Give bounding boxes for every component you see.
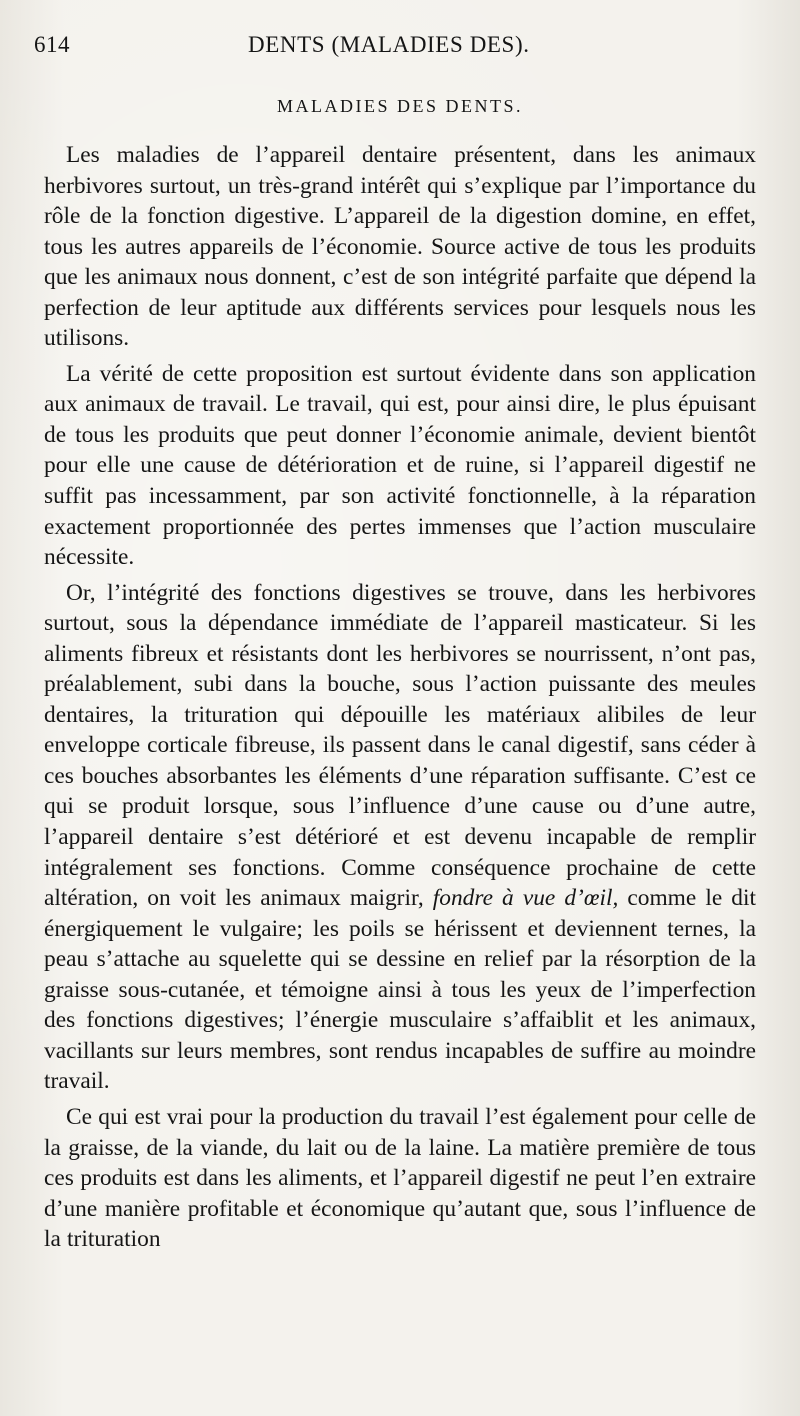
paragraph-3-text-before: Or, l’intégrité des fonctions digestives se trouve, dans les herbivores surtout, sous la dépendance immédiate de l’appareil masticateur. Si les aliments fibreux et résistants dont les herbivores se nourrissent, n’ont pas, préalablement, subi dans la bouche, sous l’action puissante des meules dentaires, la trituration qui dépouille les matériaux alibiles de leur enveloppe corticale fibreuse, ils passent dans le canal digestif, sans céder à ces bouches absorbantes les éléments d’une réparation suffisante. C’est ce qui se produit lorsque, sous l’influence d’une cause ou d’une autre, l’appareil dentaire s’est détérioré et est devenu incapable de remplir intégralement ses fonctions. Comme conséquence prochaine de cette altération, on voit les animaux maigrir, — [44, 579, 756, 912]
body-text — [44, 140, 756, 1255]
paragraph-1: Les maladies de l’appareil dentaire présentent, dans les animaux herbivores surtout, un très-grand intérêt qui s’explique par l’importance du rôle de la fonction digestive. L’appareil de la digestion domine, en effet, tous les autres appareils de l’économie. Source active de tous les produits que les animaux nous donnent, c’est de son intégrité parfaite que dépend la perfection de leur aptitude aux différents services pour lesquels nous les utilisons. — [44, 142, 756, 352]
running-title: DENTS (MALADIES DES). — [248, 32, 530, 57]
running-header — [0, 30, 800, 64]
section-heading: MALADIES DES DENTS. — [276, 96, 523, 116]
paragraph-3-emphasis: fondre à vue d’œil, — [432, 885, 619, 912]
paragraph-4: Ce qui est vrai pour la production du travail l’est également pour celle de la graisse, de la viande, du lait ou de la laine. La matière première de tous ces produits est dans les aliments, et l’appareil digestif ne peut l’en extraire d’une manière profitable et économique qu’autant que, sous l’influence de la trituration — [44, 1103, 756, 1253]
paragraph-3-text-after: comme le dit énergiquement le vulgaire; les poils se hérissent et deviennent ternes, la peau s’attache au squelette qui se dessine en relief par la résorption de la graisse sous-cutanée, et témoigne ainsi à tous les yeux de l’imperfection des fonctions digestives; l’énergie musculaire s’affaiblit et les animaux, vacillants sur leurs membres, sont rendus incapables de suffire au moindre travail. — [44, 885, 756, 1095]
page-number: 614 — [34, 32, 70, 57]
paragraph-3 — [44, 578, 756, 1097]
paragraph-2: La vérité de cette proposition est surtout évidente dans son application aux animaux de travail. Le travail, qui est, pour ainsi dire, le plus épuisant de tous les produits que peut donner l’économie animale, devient bientôt pour elle une cause de détérioration et de ruine, si l’appareil digestif ne suffit pas incessamment, par son activité fonctionnelle, à la réparation exactement proportionnée des pertes immenses que l’action musculaire nécessite. — [44, 360, 756, 571]
